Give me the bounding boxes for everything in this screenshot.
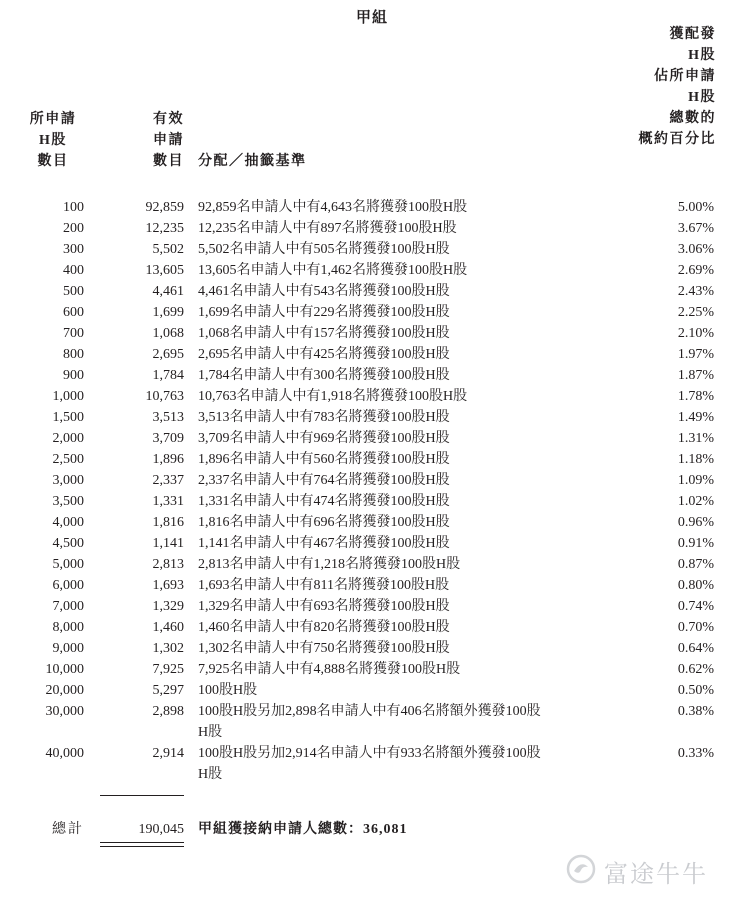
- allocation-basis-cell: [198, 281, 610, 302]
- basis-line: 1,693名申請人中有811名將獲發100股H股: [198, 578, 450, 593]
- valid-applications-cell: 3,709: [152, 431, 184, 446]
- basis-line: 100股H股另加2,898名申請人中有406名將額外獲發100股: [198, 704, 541, 719]
- header-line: 所申請: [29, 112, 77, 127]
- valid-applications-cell: 1,896: [152, 452, 184, 467]
- shares-applied-cell: 200: [63, 221, 84, 236]
- allocation-basis-cell: [198, 638, 610, 659]
- header-shares-applied: [18, 109, 88, 172]
- basis-line: 1,068名申請人中有157名將獲發100股H股: [198, 326, 450, 341]
- header-line: 概約百分比: [638, 132, 716, 147]
- header-line: 申請: [153, 133, 184, 148]
- valid-applications-cell: 3,513: [152, 410, 184, 425]
- allocation-basis-cell: [198, 470, 610, 491]
- percentage-cell: 1.18%: [677, 452, 714, 467]
- percentage-cell: 0.50%: [677, 683, 714, 698]
- valid-applications-cell: 4,461: [152, 284, 184, 299]
- total-double-rule-top: [100, 842, 184, 843]
- allocation-basis-cell: [198, 449, 610, 470]
- shares-applied-cell: 900: [63, 368, 84, 383]
- basis-line: 1,331名申請人中有474名將獲發100股H股: [198, 494, 450, 509]
- percentage-cell: 5.00%: [677, 200, 714, 215]
- percentage-cell: 1.31%: [677, 431, 714, 446]
- valid-applications-cell: 1,699: [152, 305, 184, 320]
- allocation-basis-cell: [198, 617, 610, 638]
- valid-applications-cell: 1,329: [152, 599, 184, 614]
- percentage-cell: 0.87%: [677, 557, 714, 572]
- percentage-cell: 1.49%: [677, 410, 714, 425]
- valid-applications-cell: 5,502: [152, 242, 184, 257]
- shares-applied-cell: 600: [63, 305, 84, 320]
- allocation-basis-cell: [198, 533, 610, 554]
- percentage-cell: 2.25%: [677, 305, 714, 320]
- shares-applied-cell: 4,000: [52, 515, 84, 530]
- valid-applications-cell: 2,813: [152, 557, 184, 572]
- allocation-basis-cell: [198, 596, 610, 617]
- allocation-basis-cell: [198, 365, 610, 386]
- allocation-basis-cell: [198, 701, 610, 743]
- valid-applications-cell: 12,235: [145, 221, 184, 236]
- valid-applications-cell: 1,331: [152, 494, 184, 509]
- percentage-cell: 3.67%: [677, 221, 714, 236]
- allocation-basis-cell: [198, 386, 610, 407]
- header-allocation-basis: 分配／抽籤基準: [198, 154, 307, 169]
- basis-line: 2,695名申請人中有425名將獲發100股H股: [198, 347, 450, 362]
- valid-applications-cell: 1,784: [152, 368, 184, 383]
- valid-applications-cell: 1,302: [152, 641, 184, 656]
- valid-applications-cell: 1,816: [152, 515, 184, 530]
- valid-applications-cell: 1,141: [152, 536, 184, 551]
- allocation-basis-cell: [198, 659, 610, 680]
- basis-line: 10,763名申請人中有1,918名將獲發100股H股: [198, 389, 468, 404]
- allocation-basis-cell: [198, 260, 610, 281]
- header-line: 獲配發: [669, 27, 716, 42]
- allocation-basis-cell: [198, 344, 610, 365]
- basis-line: 100股H股另加2,914名申請人中有933名將額外獲發100股: [198, 746, 541, 761]
- header-line: H股: [688, 48, 716, 63]
- header-line: H股: [688, 90, 716, 105]
- allocation-basis-cell: [198, 239, 610, 260]
- header-line: 數目: [153, 154, 184, 169]
- shares-applied-cell: 20,000: [45, 683, 84, 698]
- total-value: 190,045: [138, 822, 184, 837]
- valid-applications-cell: 7,925: [152, 662, 184, 677]
- allocation-basis-cell: [198, 428, 610, 449]
- allocation-basis-cell: [198, 512, 610, 533]
- shares-applied-cell: 700: [63, 326, 84, 341]
- basis-line: 4,461名申請人中有543名將獲發100股H股: [198, 284, 450, 299]
- header-line: 有效: [153, 112, 184, 127]
- basis-line: 5,502名申請人中有505名將獲發100股H股: [198, 242, 450, 257]
- header-line: 數目: [37, 154, 69, 169]
- valid-applications-cell: 2,898: [152, 704, 184, 719]
- shares-applied-cell: 1,500: [52, 410, 84, 425]
- valid-applications-cell: 92,859: [145, 200, 184, 215]
- valid-applications-cell: 5,297: [152, 683, 184, 698]
- percentage-cell: 0.80%: [677, 578, 714, 593]
- header-line: 佔所申請: [654, 69, 716, 84]
- allocation-basis-cell: [198, 218, 610, 239]
- basis-line: 1,816名申請人中有696名將獲發100股H股: [198, 515, 450, 530]
- valid-applications-cell: 10,763: [145, 389, 184, 404]
- basis-line: 1,699名申請人中有229名將獲發100股H股: [198, 305, 450, 320]
- valid-applications-cell: 2,695: [152, 347, 184, 362]
- header-percentage: [600, 24, 716, 150]
- shares-applied-cell: 6,000: [52, 578, 84, 593]
- basis-line: H股: [198, 767, 223, 782]
- basis-line: 100股H股: [198, 683, 258, 698]
- valid-applications-cell: 1,068: [152, 326, 184, 341]
- basis-line: 7,925名申請人中有4,888名將獲發100股H股: [198, 662, 461, 677]
- shares-applied-cell: 300: [63, 242, 84, 257]
- valid-applications-cell: 1,460: [152, 620, 184, 635]
- basis-line: 1,141名申請人中有467名將獲發100股H股: [198, 536, 450, 551]
- header-valid-applications: [112, 109, 184, 172]
- percentage-cell: 0.33%: [677, 746, 714, 761]
- shares-applied-cell: 9,000: [52, 641, 84, 656]
- basis-line: 2,813名申請人中有1,218名將獲發100股H股: [198, 557, 461, 572]
- total-description: 甲組獲接納申請人總數：36,081: [198, 822, 408, 837]
- shares-applied-cell: 10,000: [45, 662, 84, 677]
- basis-line: 12,235名申請人中有897名將獲發100股H股: [198, 221, 457, 236]
- shares-applied-cell: 30,000: [45, 704, 84, 719]
- percentage-cell: 2.10%: [677, 326, 714, 341]
- shares-applied-cell: 100: [63, 200, 84, 215]
- percentage-cell: 0.64%: [677, 641, 714, 656]
- allocation-basis-cell: [198, 491, 610, 512]
- allocation-basis-cell: [198, 407, 610, 428]
- watermark: [566, 852, 736, 892]
- percentage-cell: 3.06%: [677, 242, 714, 257]
- percentage-cell: 0.74%: [677, 599, 714, 614]
- allocation-basis-cell: [198, 680, 610, 701]
- percentage-cell: 1.87%: [677, 368, 714, 383]
- shares-applied-cell: 3,000: [52, 473, 84, 488]
- shares-applied-cell: 40,000: [45, 746, 84, 761]
- valid-applications-cell: 2,337: [152, 473, 184, 488]
- valid-applications-cell: 13,605: [145, 263, 184, 278]
- percentage-cell: 1.09%: [677, 473, 714, 488]
- shares-applied-cell: 500: [63, 284, 84, 299]
- allocation-basis-cell: [198, 554, 610, 575]
- percentage-cell: 0.62%: [677, 662, 714, 677]
- header-line: H股: [39, 133, 67, 148]
- total-double-rule-bottom: [100, 846, 184, 847]
- percentage-cell: 1.02%: [677, 494, 714, 509]
- section-title: 甲組: [355, 10, 388, 26]
- percentage-cell: 1.78%: [677, 389, 714, 404]
- percentage-cell: 0.91%: [677, 536, 714, 551]
- watermark-text: 富途牛牛: [604, 860, 708, 888]
- percentage-cell: 0.38%: [677, 704, 714, 719]
- shares-applied-cell: 800: [63, 347, 84, 362]
- percentage-cell: 1.97%: [677, 347, 714, 362]
- shares-applied-cell: 2,500: [52, 452, 84, 467]
- percentage-cell: 0.96%: [677, 515, 714, 530]
- basis-line: 92,859名申請人中有4,643名將獲發100股H股: [198, 200, 468, 215]
- shares-applied-cell: 8,000: [52, 620, 84, 635]
- watermark-logo-icon: [566, 854, 596, 884]
- shares-applied-cell: 5,000: [52, 557, 84, 572]
- allocation-basis-cell: [198, 197, 610, 218]
- shares-applied-cell: 4,500: [52, 536, 84, 551]
- valid-applications-cell: 1,693: [152, 578, 184, 593]
- valid-applications-cell: 2,914: [152, 746, 184, 761]
- basis-line: 1,784名申請人中有300名將獲發100股H股: [198, 368, 450, 383]
- shares-applied-cell: 7,000: [52, 599, 84, 614]
- basis-line: 3,709名申請人中有969名將獲發100股H股: [198, 431, 450, 446]
- percentage-cell: 0.70%: [677, 620, 714, 635]
- basis-line: 1,896名申請人中有560名將獲發100股H股: [198, 452, 450, 467]
- basis-line: 1,302名申請人中有750名將獲發100股H股: [198, 641, 450, 656]
- allocation-basis-cell: [198, 575, 610, 596]
- header-line: 總數的: [669, 111, 716, 126]
- subtotal-rule: [100, 795, 184, 796]
- shares-applied-cell: 400: [63, 263, 84, 278]
- shares-applied-cell: 2,000: [52, 431, 84, 446]
- basis-line: 1,329名申請人中有693名將獲發100股H股: [198, 599, 450, 614]
- allocation-basis-cell: [198, 302, 610, 323]
- basis-line: H股: [198, 725, 223, 740]
- percentage-cell: 2.69%: [677, 263, 714, 278]
- basis-line: 13,605名申請人中有1,462名將獲發100股H股: [198, 263, 468, 278]
- allocation-basis-cell: [198, 323, 610, 344]
- total-label: 總計: [52, 822, 84, 837]
- allocation-basis-cell: [198, 743, 610, 785]
- basis-line: 2,337名申請人中有764名將獲發100股H股: [198, 473, 450, 488]
- basis-line: 3,513名申請人中有783名將獲發100股H股: [198, 410, 450, 425]
- percentage-cell: 2.43%: [677, 284, 714, 299]
- basis-line: 1,460名申請人中有820名將獲發100股H股: [198, 620, 450, 635]
- shares-applied-cell: 1,000: [52, 389, 84, 404]
- shares-applied-cell: 3,500: [52, 494, 84, 509]
